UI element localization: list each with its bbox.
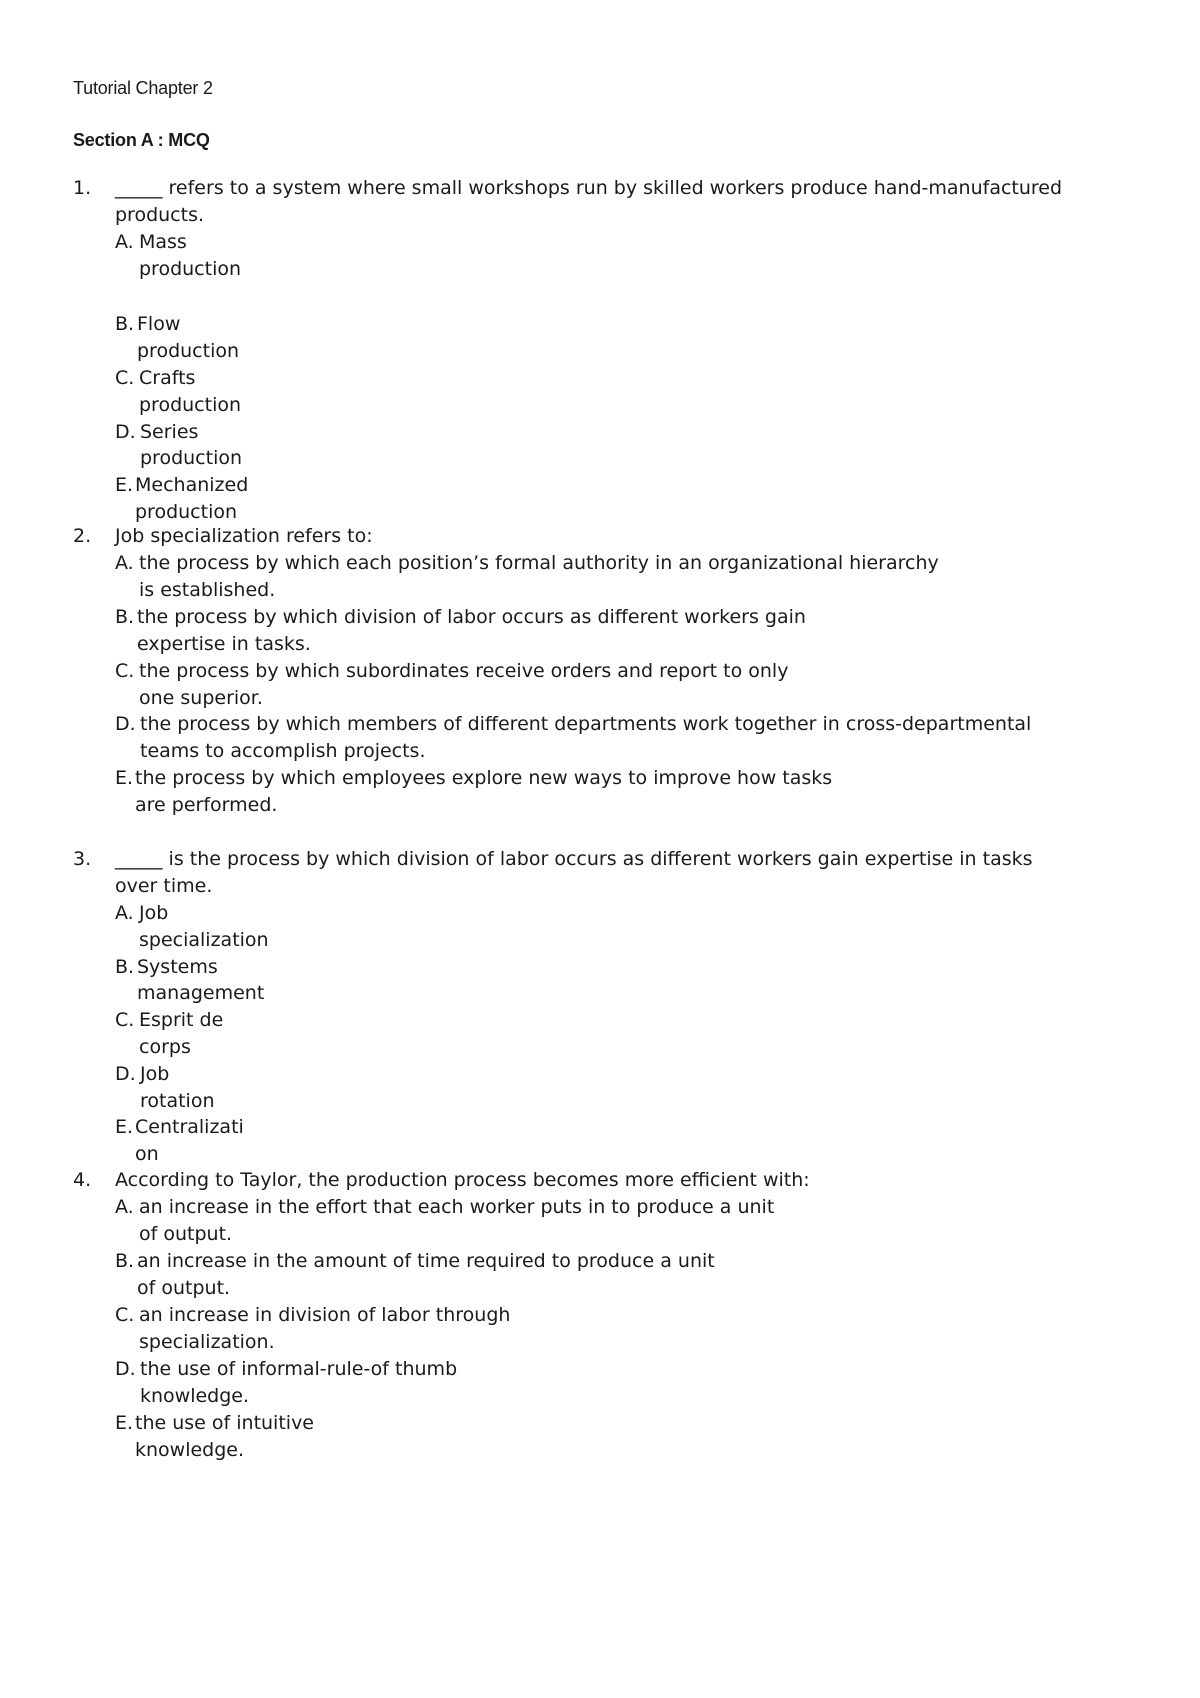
question-1-option-e-line-1: Mechanized [135,474,249,496]
question-3-option-c-line-1: Esprit de [139,1009,224,1031]
question-4-option-c-line-1: an increase in division of labor through [139,1304,511,1326]
question-2-stem-line-1: Job specialization refers to: [115,525,373,547]
question-3-stem-line-1: _____ is the process by which division of labor occurs as different workers gain expertise in tasks [115,848,1033,870]
question-4-option-e-letter: E. [115,1412,134,1434]
question-1-option-d-line-2: production [140,447,243,469]
question-4-option-e-line-2: knowledge. [135,1439,245,1461]
question-4-option-b-letter: B. [115,1250,135,1272]
question-2-option-e-line-1: the process by which employees explore new ways to improve how tasks [135,767,833,789]
question-1-stem-line-2: products. [115,204,205,226]
question-2-option-a-line-1: the process by which each position’s formal authority in an organizational hierarchy [139,552,939,574]
question-4-option-a-letter: A. [115,1196,134,1218]
question-2-option-d-line-1: the process by which members of different departments work together in cross-departmental [140,713,1032,735]
question-3-option-c-line-2: corps [139,1036,191,1058]
question-2-option-b-line-1: the process by which division of labor occurs as different workers gain [137,606,806,628]
question-1-stem-line-1: _____ refers to a system where small workshops run by skilled workers produce hand-manufactured [115,177,1063,199]
question-1-option-c-line-2: production [139,394,242,416]
question-4-stem-line-1: According to Taylor, the production process becomes more efficient with: [115,1169,810,1191]
question-4-option-c-line-2: specialization. [139,1331,275,1353]
question-4-option-a-line-2: of output. [139,1223,233,1245]
question-1-option-c-letter: C. [115,367,135,389]
question-2-option-a-letter: A. [115,552,134,574]
question-1-option-a-line-1: Mass [139,231,187,253]
question-3-stem-line-2: over time. [115,875,213,897]
question-3-option-d-line-1: Job [140,1063,170,1085]
question-4-option-d-line-1: the use of informal-rule-of thumb [140,1358,458,1380]
question-1-option-c-line-1: Crafts [139,367,196,389]
question-2-number: 2. [73,525,92,547]
question-4-option-d-line-2: knowledge. [140,1385,250,1407]
question-3-option-b-line-2: management [137,982,265,1004]
question-3-option-a-line-2: specialization [139,929,269,951]
question-2-option-b-letter: B. [115,606,135,628]
question-3-option-b-line-1: Systems [137,956,218,978]
question-2-option-e-letter: E. [115,767,134,789]
question-2-option-c-letter: C. [115,660,135,682]
question-3-option-a-letter: A. [115,902,134,924]
question-2-option-c-line-2: one superior. [139,687,263,709]
question-4-option-a-line-1: an increase in the effort that each worker puts in to produce a unit [139,1196,775,1218]
question-4-option-b-line-1: an increase in the amount of time required to produce a unit [137,1250,715,1272]
question-4-number: 4. [73,1169,92,1191]
question-3-option-a-line-1: Job [139,902,169,924]
document-title: Tutorial Chapter 2 [73,78,213,98]
question-3-option-d-letter: D. [115,1063,136,1085]
question-3-option-c-letter: C. [115,1009,135,1031]
question-1-option-b-line-2: production [137,340,240,362]
question-3-number: 3. [73,848,92,870]
question-2-option-b-line-2: expertise in tasks. [137,633,311,655]
question-1-option-b-line-1: Flow [137,313,181,335]
question-2-option-d-letter: D. [115,713,136,735]
question-4-option-c-letter: C. [115,1304,135,1326]
question-2-option-e-line-2: are performed. [135,794,278,816]
question-1-option-b-letter: B. [115,313,135,335]
question-1-number: 1. [73,177,92,199]
question-2-option-a-line-2: is established. [139,579,276,601]
question-4-option-b-line-2: of output. [137,1277,231,1299]
question-3-option-e-line-2: on [135,1143,159,1165]
question-3-option-b-letter: B. [115,956,135,978]
question-3-option-e-line-1: Centralizati [135,1116,244,1138]
section-heading: Section A : MCQ [73,130,210,150]
question-1-option-a-letter: A. [115,231,134,253]
question-4-option-d-letter: D. [115,1358,136,1380]
question-1-option-d-line-1: Series [140,421,199,443]
question-1-option-d-letter: D. [115,421,136,443]
question-1-option-a-line-2: production [139,258,242,280]
question-2-option-d-line-2: teams to accomplish projects. [140,740,426,762]
question-1-option-e-line-2: production [135,501,238,523]
question-1-option-e-letter: E. [115,474,134,496]
question-4-option-e-line-1: the use of intuitive [135,1412,314,1434]
question-2-option-c-line-1: the process by which subordinates receive orders and report to only [139,660,789,682]
question-3-option-e-letter: E. [115,1116,134,1138]
question-3-option-d-line-2: rotation [140,1090,215,1112]
